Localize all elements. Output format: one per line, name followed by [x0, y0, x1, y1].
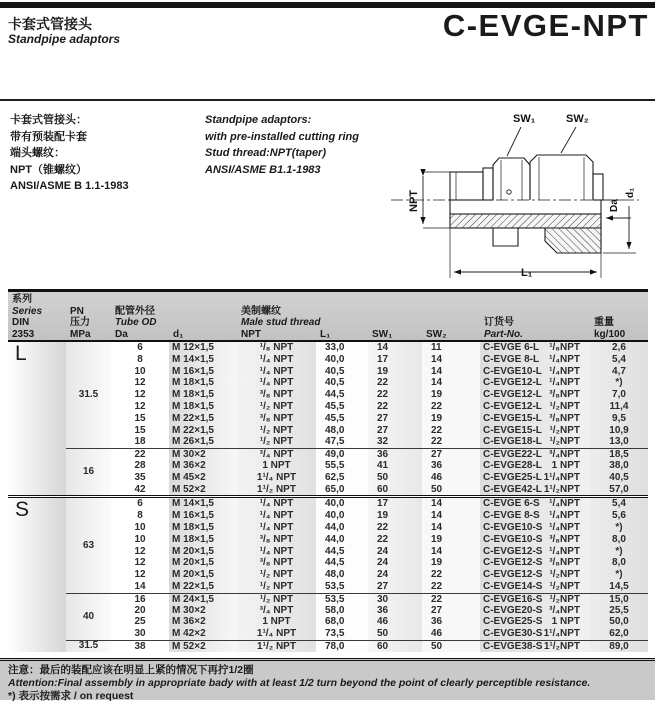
cell-tube-od: 16	[111, 593, 169, 605]
cell-npt-size: ³/₄ NPT	[237, 605, 316, 617]
product-code: C-EVGE-NPT	[442, 8, 649, 43]
cell-part-no: C-EVGE12-L ¹/₂NPT	[480, 401, 590, 413]
cell-weight: 8,0	[590, 557, 648, 569]
cell-sw1: 36	[368, 605, 422, 617]
cell-sw1: 22	[368, 534, 422, 546]
cell-l1: 44,5	[316, 389, 368, 401]
cell-part-no: C-EVGE30-S 1¹/₄NPT	[480, 628, 590, 640]
cell-npt-size: ³/₈ NPT	[237, 557, 316, 569]
cell-tube-od: 12	[111, 401, 169, 413]
cell-sw1: 14	[368, 342, 422, 354]
cell-part-no: C-EVGE22-L ³/₄NPT	[480, 448, 590, 460]
cell-d1-thread: M 18×1,5	[169, 534, 237, 546]
cell-sw2: 27	[422, 448, 480, 460]
technical-drawing	[333, 102, 655, 288]
cell-sw2: 19	[422, 557, 480, 569]
intro-en-line: Stud thread:NPT(taper)	[205, 147, 326, 159]
cell-sw2: 14	[422, 354, 480, 366]
cell-sw2: 22	[422, 581, 480, 593]
cell-npt-size: 1 NPT	[237, 616, 316, 628]
cell-part-no: C-EVGE10-S ³/₈NPT	[480, 534, 590, 546]
cell-sw1: 17	[368, 354, 422, 366]
sw1-label: SW₁	[513, 113, 536, 125]
cell-weight: *)	[590, 522, 648, 534]
cell-weight: 14,5	[590, 581, 648, 593]
cell-sw2: 11	[422, 342, 480, 354]
intro-zh-line: ANSI/ASME B 1.1-1983	[10, 180, 129, 192]
cell-sw2: 46	[422, 472, 480, 484]
cell-part-no: C-EVGE18-L ¹/₂NPT	[480, 436, 590, 448]
fitting-drawing	[333, 102, 655, 288]
cell-sw2: 14	[422, 377, 480, 389]
cell-npt-size: ¹/₄ NPT	[237, 498, 316, 510]
cell-sw1: 19	[368, 366, 422, 378]
cell-l1: 45,5	[316, 401, 368, 413]
cell-sw1: 24	[368, 569, 422, 581]
cell-l1: 40,5	[316, 377, 368, 389]
cell-part-no: C-EVGE16-S ¹/₂NPT	[480, 593, 590, 605]
cell-l1: 48,0	[316, 425, 368, 437]
pn-value: 40	[66, 593, 111, 640]
cell-sw1: 22	[368, 389, 422, 401]
series-label: L	[8, 342, 66, 495]
intro-zh-line: 卡套式管接头：	[10, 114, 87, 126]
cell-weight: 11,4	[590, 401, 648, 413]
cell-tube-od: 8	[111, 510, 169, 522]
cell-l1: 73,5	[316, 628, 368, 640]
cell-sw2: 22	[422, 436, 480, 448]
cell-weight: 5,4	[590, 498, 648, 510]
cell-l1: 44,5	[316, 546, 368, 558]
table-body	[8, 342, 648, 652]
cell-tube-od: 12	[111, 569, 169, 581]
intro-zh-line: 带有预装配卡套	[10, 130, 87, 143]
cell-tube-od: 22	[111, 448, 169, 460]
cell-l1: 58,0	[316, 605, 368, 617]
intro-en-line: ANSI/ASME B1.1-1983	[205, 163, 321, 176]
col-header-npt: 美制螺纹 Male stud thread NPT	[241, 305, 321, 340]
ring-section	[493, 228, 518, 246]
col-header-pn: PN 压力 MPa	[70, 305, 91, 340]
table-section	[8, 495, 648, 651]
cell-weight: 40,5	[590, 472, 648, 484]
cell-tube-od: 28	[111, 460, 169, 472]
cell-weight: 38,0	[590, 460, 648, 472]
cell-sw1: 41	[368, 460, 422, 472]
cell-npt-size: ³/₈ NPT	[237, 389, 316, 401]
col-header-l1: L₁	[320, 328, 331, 340]
cell-sw2: 14	[422, 366, 480, 378]
pn-value: 31.5	[66, 342, 111, 448]
cell-weight: 15,0	[590, 593, 648, 605]
cell-npt-size: ¹/₄ NPT	[237, 354, 316, 366]
cell-tube-od: 38	[111, 640, 169, 652]
cell-d1-thread: M 30×2	[169, 605, 237, 617]
cell-d1-thread: M 14×1,5	[169, 354, 237, 366]
cell-part-no: C-EVGE12-L ³/₈NPT	[480, 389, 590, 401]
cell-npt-size: ¹/₄ NPT	[237, 377, 316, 389]
cell-part-no: C-EVGE 6-S ¹/₄NPT	[480, 498, 590, 510]
l1-label: L₁	[521, 267, 533, 279]
cell-npt-size: 1¹/₂ NPT	[237, 484, 316, 496]
cell-d1-thread: M 24×1,5	[169, 593, 237, 605]
cell-part-no: C-EVGE 6-L ¹/₈NPT	[480, 342, 590, 354]
col-header-tube-od: 配管外径 Tube OD Da	[115, 305, 157, 340]
cell-sw1: 22	[368, 522, 422, 534]
cell-part-no: C-EVGE10-L ¹/₄NPT	[480, 366, 590, 378]
cell-sw1: 27	[368, 581, 422, 593]
cell-tube-od: 15	[111, 425, 169, 437]
stud-thread	[450, 172, 483, 200]
cell-tube-od: 8	[111, 354, 169, 366]
cell-weight: 25,5	[590, 605, 648, 617]
nut-section	[545, 228, 601, 253]
collar	[483, 168, 493, 200]
cell-npt-size: ³/₈ NPT	[237, 413, 316, 425]
footnotes	[0, 658, 655, 700]
col-header-series: 系列 Series DIN 2353	[12, 294, 43, 340]
cell-weight: 18,5	[590, 448, 648, 460]
cell-part-no: C-EVGE12-S ¹/₂NPT	[480, 569, 590, 581]
cell-weight: *)	[590, 546, 648, 558]
cell-sw1: 50	[368, 628, 422, 640]
intro-zh-line: NPT（锥螺纹）	[10, 163, 87, 176]
cell-npt-size: 1¹/₄ NPT	[237, 628, 316, 640]
pn-value: 31.5	[66, 640, 111, 652]
cell-sw2: 50	[422, 640, 480, 652]
cell-sw1: 17	[368, 498, 422, 510]
cell-sw1: 19	[368, 510, 422, 522]
cell-l1: 44,0	[316, 534, 368, 546]
cell-npt-size: 1¹/₄ NPT	[237, 472, 316, 484]
cell-sw2: 22	[422, 425, 480, 437]
table-section	[8, 342, 648, 495]
cell-tube-od: 6	[111, 498, 169, 510]
page-title-zh: 卡套式管接头	[8, 16, 92, 32]
note-on-request: *) 表示按需求 / on request	[8, 690, 134, 702]
cell-sw1: 32	[368, 436, 422, 448]
cell-weight: 2,6	[590, 342, 648, 354]
cell-weight: 13,0	[590, 436, 648, 448]
cell-part-no: C-EVGE12-S ³/₈NPT	[480, 557, 590, 569]
cell-part-no: C-EVGE25-L 1¹/₄NPT	[480, 472, 590, 484]
cell-weight: 9,5	[590, 413, 648, 425]
cell-npt-size: 1 NPT	[237, 460, 316, 472]
cell-l1: 78,0	[316, 640, 368, 652]
cell-npt-size: ¹/₂ NPT	[237, 425, 316, 437]
nut-sw1	[493, 158, 530, 200]
da-label: Da	[609, 199, 620, 212]
cell-npt-size: ¹/₄ NPT	[237, 546, 316, 558]
weep-hole	[507, 190, 511, 194]
cell-sw2: 50	[422, 484, 480, 496]
header-rule	[0, 99, 655, 101]
page-title-en: Standpipe adaptors	[8, 32, 121, 46]
end-cap	[593, 174, 603, 200]
cell-d1-thread: M 20×1,5	[169, 569, 237, 581]
cell-sw2: 36	[422, 616, 480, 628]
col-header-sw2: SW₂	[426, 328, 447, 340]
cell-d1-thread: M 52×2	[169, 640, 237, 652]
intro-en-line: Standpipe adaptors:	[205, 114, 312, 126]
cell-part-no: C-EVGE10-S ¹/₄NPT	[480, 522, 590, 534]
note-en: Attention:Final assembly in appropriate bady with at least 1/2 turn beyond the point of clearly perceptible resistance.	[8, 677, 591, 689]
bore-wall-section	[450, 214, 601, 228]
cell-sw1: 30	[368, 593, 422, 605]
cell-npt-size: ¹/₄ NPT	[237, 522, 316, 534]
cell-l1: 44,5	[316, 557, 368, 569]
cell-sw1: 27	[368, 425, 422, 437]
cell-l1: 55,5	[316, 460, 368, 472]
cell-sw2: 27	[422, 605, 480, 617]
cell-d1-thread: M 36×2	[169, 616, 237, 628]
cell-d1-thread: M 12×1,5	[169, 342, 237, 354]
cell-l1: 40,5	[316, 366, 368, 378]
cell-weight: *)	[590, 569, 648, 581]
cell-sw2: 22	[422, 569, 480, 581]
intro-zh	[10, 112, 129, 195]
cell-d1-thread: M 22×1,5	[169, 413, 237, 425]
cell-l1: 65,0	[316, 484, 368, 496]
cell-d1-thread: M 18×1,5	[169, 401, 237, 413]
cell-npt-size: ¹/₂ NPT	[237, 436, 316, 448]
cell-d1-thread: M 20×1,5	[169, 557, 237, 569]
cell-l1: 45,5	[316, 413, 368, 425]
cell-weight: 57,0	[590, 484, 648, 496]
cell-sw1: 24	[368, 546, 422, 558]
cell-d1-thread: M 14×1,5	[169, 498, 237, 510]
cell-d1-thread: M 30×2	[169, 448, 237, 460]
cell-tube-od: 10	[111, 522, 169, 534]
cell-d1-thread: M 36×2	[169, 460, 237, 472]
cell-tube-od: 30	[111, 628, 169, 640]
cell-sw1: 22	[368, 401, 422, 413]
cell-tube-od: 42	[111, 484, 169, 496]
cell-sw1: 36	[368, 448, 422, 460]
cell-l1: 40,0	[316, 354, 368, 366]
series-label: S	[8, 498, 66, 651]
cell-sw1: 60	[368, 484, 422, 496]
cell-sw2: 22	[422, 401, 480, 413]
cell-sw2: 22	[422, 593, 480, 605]
cell-sw2: 19	[422, 413, 480, 425]
cell-d1-thread: M 26×1,5	[169, 436, 237, 448]
cell-tube-od: 6	[111, 342, 169, 354]
cell-part-no: C-EVGE38-S 1¹/₂NPT	[480, 640, 590, 652]
cell-tube-od: 10	[111, 366, 169, 378]
cell-l1: 48,0	[316, 569, 368, 581]
cell-d1-thread: M 22×1,5	[169, 425, 237, 437]
cell-npt-size: 1¹/₂ NPT	[237, 640, 316, 652]
cell-npt-size: ¹/₄ NPT	[237, 510, 316, 522]
cell-tube-od: 12	[111, 389, 169, 401]
cell-sw2: 14	[422, 546, 480, 558]
cell-npt-size: ³/₄ NPT	[237, 448, 316, 460]
table-header	[8, 289, 648, 342]
cell-npt-size: ¹/₂ NPT	[237, 593, 316, 605]
cell-sw2: 19	[422, 389, 480, 401]
cell-l1: 53,5	[316, 593, 368, 605]
cell-tube-od: 12	[111, 557, 169, 569]
cell-l1: 40,0	[316, 510, 368, 522]
cell-sw2: 19	[422, 534, 480, 546]
cell-d1-thread: M 20×1,5	[169, 546, 237, 558]
cell-npt-size: ³/₈ NPT	[237, 534, 316, 546]
cell-npt-size: ¹/₈ NPT	[237, 342, 316, 354]
cell-part-no: C-EVGE 8-S ¹/₄NPT	[480, 510, 590, 522]
sw2-label: SW₂	[566, 113, 589, 125]
cell-weight: 62,0	[590, 628, 648, 640]
cell-d1-thread: M 16×1,5	[169, 366, 237, 378]
cell-sw1: 24	[368, 557, 422, 569]
cell-sw1: 22	[368, 377, 422, 389]
cell-npt-size: ¹/₂ NPT	[237, 401, 316, 413]
cell-d1-thread: M 16×1,5	[169, 510, 237, 522]
cell-sw2: 14	[422, 498, 480, 510]
cell-part-no: C-EVGE15-L ¹/₂NPT	[480, 425, 590, 437]
cell-weight: *)	[590, 377, 648, 389]
cell-part-no: C-EVGE14-S ¹/₂NPT	[480, 581, 590, 593]
cell-d1-thread: M 18×1,5	[169, 389, 237, 401]
cell-tube-od: 20	[111, 605, 169, 617]
cell-l1: 44,0	[316, 522, 368, 534]
cell-l1: 33,0	[316, 342, 368, 354]
cell-tube-od: 35	[111, 472, 169, 484]
cell-sw2: 36	[422, 460, 480, 472]
intro-en-line: with pre-installed cutting ring	[205, 130, 359, 143]
cell-part-no: C-EVGE12-L ¹/₄NPT	[480, 377, 590, 389]
cell-sw1: 27	[368, 413, 422, 425]
cell-tube-od: 14	[111, 581, 169, 593]
cell-sw2: 14	[422, 510, 480, 522]
cell-sw1: 60	[368, 640, 422, 652]
cell-weight: 89,0	[590, 640, 648, 652]
col-header-sw1: SW₁	[372, 328, 393, 340]
cell-weight: 5,4	[590, 354, 648, 366]
body-sw2	[530, 155, 593, 200]
cell-npt-size: ¹/₂ NPT	[237, 569, 316, 581]
cell-weight: 10,9	[590, 425, 648, 437]
col-header-part-no: 订货号 Part-No.	[484, 317, 523, 340]
cell-d1-thread: M 18×1,5	[169, 377, 237, 389]
cell-l1: 40,0	[316, 498, 368, 510]
cell-weight: 5,6	[590, 510, 648, 522]
cell-l1: 49,0	[316, 448, 368, 460]
cell-sw1: 50	[368, 472, 422, 484]
cell-tube-od: 15	[111, 413, 169, 425]
cell-d1-thread: M 22×1,5	[169, 581, 237, 593]
col-header-weight: 重量 kg/100	[594, 317, 626, 340]
intro-zh-line: 端头螺纹：	[10, 147, 65, 159]
cell-tube-od: 25	[111, 616, 169, 628]
cell-weight: 8,0	[590, 534, 648, 546]
pn-value: 63	[66, 498, 111, 592]
note-zh: 注意：最后的装配应该在明显上紧的情况下再拧1/2圈	[8, 664, 254, 676]
cell-d1-thread: M 52×2	[169, 484, 237, 496]
col-header-d1: d₁	[173, 328, 184, 340]
cell-tube-od: 10	[111, 534, 169, 546]
cell-part-no: C-EVGE20-S ³/₄NPT	[480, 605, 590, 617]
cell-d1-thread: M 42×2	[169, 628, 237, 640]
cell-l1: 62,5	[316, 472, 368, 484]
cell-part-no: C-EVGE25-S 1 NPT	[480, 616, 590, 628]
pn-value: 16	[66, 448, 111, 495]
npt-label: NPT	[408, 190, 420, 212]
cell-sw2: 14	[422, 522, 480, 534]
cell-part-no: C-EVGE42-L 1¹/₂NPT	[480, 484, 590, 496]
cell-part-no: C-EVGE28-L 1 NPT	[480, 460, 590, 472]
cell-part-no: C-EVGE12-S ¹/₄NPT	[480, 546, 590, 558]
cell-sw1: 46	[368, 616, 422, 628]
d1-label: d₁	[625, 187, 636, 198]
cell-weight: 50,0	[590, 616, 648, 628]
cell-d1-thread: M 18×1,5	[169, 522, 237, 534]
cell-d1-thread: M 45×2	[169, 472, 237, 484]
cell-npt-size: ¹/₂ NPT	[237, 581, 316, 593]
cell-tube-od: 18	[111, 436, 169, 448]
cell-weight: 4,7	[590, 366, 648, 378]
cell-l1: 68,0	[316, 616, 368, 628]
cell-l1: 47,5	[316, 436, 368, 448]
cell-tube-od: 12	[111, 546, 169, 558]
spec-table	[8, 289, 648, 652]
cell-l1: 53,5	[316, 581, 368, 593]
cell-weight: 7,0	[590, 389, 648, 401]
cell-part-no: C-EVGE15-L ³/₈NPT	[480, 413, 590, 425]
cell-tube-od: 12	[111, 377, 169, 389]
cell-part-no: C-EVGE 8-L ¹/₄NPT	[480, 354, 590, 366]
cell-npt-size: ¹/₄ NPT	[237, 366, 316, 378]
cell-sw2: 46	[422, 628, 480, 640]
